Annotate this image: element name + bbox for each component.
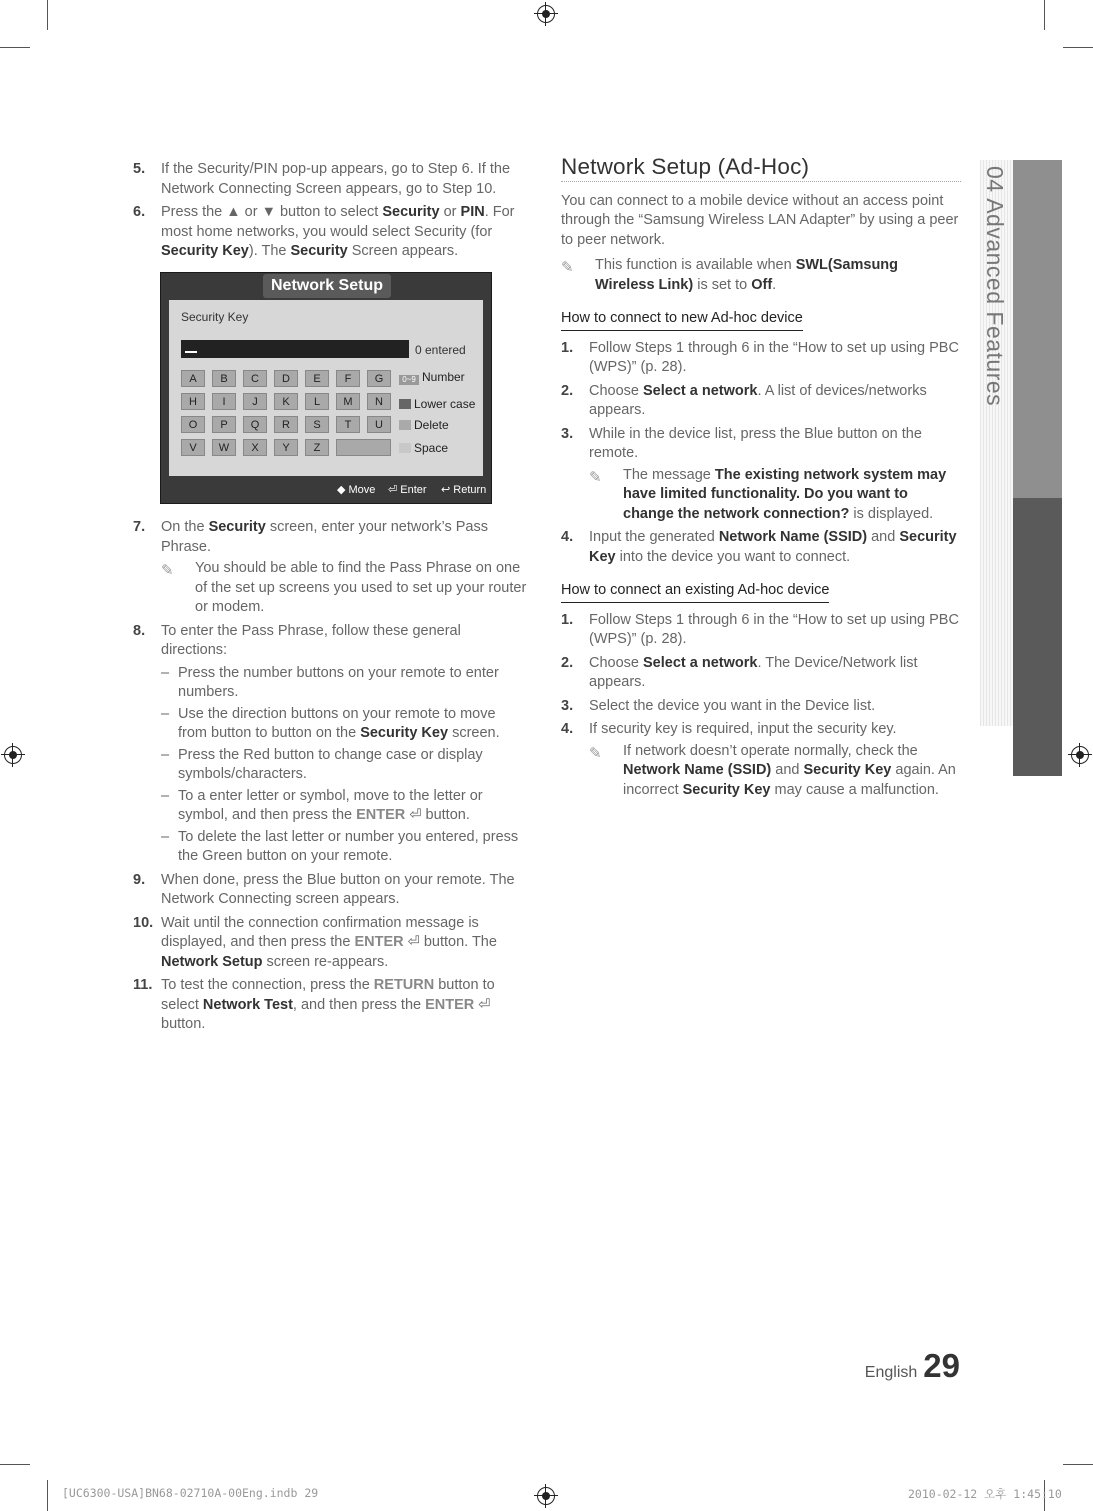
key-c[interactable]: C [243,370,267,387]
key-m[interactable]: M [336,393,360,410]
page-number [865,1347,960,1385]
existing-step-4: 4. If security key is required, input the security key. ✎ If network doesn’t operate normally, check the Network Name (SSID) and Security Key again. An incorrect Security Key may cause a malfunction. [561,720,961,800]
pencil-note-icon: ✎ [589,744,602,762]
enter-key-icon: ⏎ [407,934,420,950]
title-divider [561,181,961,182]
enter-hint: ⏎ Enter [388,484,427,496]
key-j[interactable]: J [243,393,267,410]
green-button-icon [399,420,411,430]
crop-mark [47,1480,48,1511]
page-number-value: 29 [923,1347,960,1384]
key-k[interactable]: K [274,393,298,410]
enter-key-icon: ⏎ [409,807,422,823]
key-w[interactable]: W [212,439,236,456]
chapter-tab [980,160,1062,726]
key-t[interactable]: T [336,416,360,433]
red-button-icon [399,399,411,409]
registration-mark-icon [537,1487,555,1505]
registration-mark-icon [1071,746,1089,764]
subheading-existing-device: How to connect an existing Ad-hoc device [561,581,829,603]
direction-3: – Press the Red button to change case or display symbols/characters. [161,746,528,785]
new-step-4: 4. Input the generated Network Name (SSID) and Security Key into the device you want to connect. [561,529,957,565]
section-title: Network Setup (Ad-Hoc) [561,154,810,179]
step-8: 8. To enter the Pass Phrase, follow these general directions: – Press the number buttons on your remote to enter numbers. – Use the direction buttons on your remote to move from button to button on the Security Key screen. – Press the Red button to change case or display symbols/characters. – To a enter letter or symbol, move to the letter or symbol, and then press the ENTER ⏎ button. – To delete the last letter or number you entered, press the Green button on your remote. [133,622,528,867]
step-6: 6. Press the ▲ or ▼ button to select Security or PIN. For most home networks, you would select Security (for Security Key). The Security Screen appears. [133,204,515,259]
chapter-tab-marker [1013,498,1062,776]
osd-body [169,300,483,476]
direction-1: – Press the number buttons on your remote to enter numbers. [161,664,528,703]
pencil-note-icon: ✎ [161,562,174,579]
registration-mark-icon [537,5,555,23]
chapter-label: 04 Advanced Features [982,166,1008,407]
legend-space: Space [399,441,448,455]
crop-mark [1063,1464,1093,1465]
osd-titlebar [161,273,491,299]
key-q[interactable]: Q [243,416,267,433]
right-column [561,154,961,804]
key-y[interactable]: Y [274,439,298,456]
entered-count: 0 entered [415,343,466,357]
step-7: 7. On the Security screen, enter your network’s Pass Phrase. ✎ You should be able to find the Pass Phrase on one of the set up screens you used to set up your router or modem. [133,518,528,618]
crop-mark [47,0,48,30]
key-r[interactable]: R [274,416,298,433]
note-7: ✎ You should be able to find the Pass Phrase on one of the set up screens you used to set up your router or modem. [161,560,527,615]
security-key-input[interactable] [181,340,409,358]
network-setup-screen [160,272,492,504]
note-swl: ✎ This function is available when SWL(Samsung Wireless Link) is set to Off. [561,257,899,293]
pencil-note-icon: ✎ [589,468,602,486]
subheading-new-device: How to connect to new Ad-hoc device [561,309,803,331]
step-5: 5. If the Security/PIN pop-up appears, go to Step 6. If the Network Connecting Screen appears, go to Step 10. [133,161,511,197]
note-malfunction: ✎ If network doesn’t operate normally, check the Network Name (SSID) and Security Key again. An incorrect Security Key may cause a malfunction. [589,742,956,798]
crop-mark [0,47,30,48]
security-key-label: Security Key [181,310,249,324]
key-h[interactable]: H [181,393,205,410]
intro-paragraph: You can connect to a mobile device without an access point through the “Samsung Wireless LAN Adapter” by using a peer to peer network. [561,192,959,248]
key-z[interactable]: Z [305,439,329,456]
key-v[interactable]: V [181,439,205,456]
pencil-note-icon: ✎ [561,259,574,276]
key-g[interactable]: G [367,370,391,387]
direction-5: – To delete the last letter or number you entered, press the Green button on your remote. [161,828,528,867]
key-l[interactable]: L [305,393,329,410]
direction-2: – Use the direction buttons on your remote to move from button to button on the Security Key screen. [161,705,528,744]
key-i[interactable]: I [212,393,236,410]
osd-title: Network Setup [263,274,391,298]
key-p[interactable]: P [212,416,236,433]
direction-4: – To a enter letter or symbol, move to the letter or symbol, and then press the ENTER ⏎ button. [161,787,528,826]
registration-mark-icon [4,746,22,764]
key-e[interactable]: E [305,370,329,387]
left-column-top [133,160,528,266]
existing-step-1: 1. Follow Steps 1 through 6 in the “How to set up using PBC (WPS)” (p. 28). [561,611,959,647]
crop-mark [1044,0,1045,30]
step-11: 11. To test the connection, press the RETURN button to select Network Test, and then press the ENTER ⏎ button. [133,977,495,1032]
existing-step-3: 3. Select the device you want in the Device list. [561,697,876,714]
key-s[interactable]: S [305,416,329,433]
osd-footer [161,476,491,503]
chapter-tab-strip [980,160,1014,726]
key-d[interactable]: D [274,370,298,387]
new-step-3: 3. While in the device list, press the Blue button on the remote. ✎ The message The existing network system may have limited functionality. Do you want to change the network connection? is displayed. [561,425,961,525]
left-column-bottom [133,518,528,1039]
move-hint: ◆ Move [337,484,376,496]
key-a[interactable]: A [181,370,205,387]
new-step-2: 2. Choose Select a network. A list of devices/networks appears. [561,382,927,418]
key-x[interactable]: X [243,439,267,456]
key-space[interactable] [336,439,391,456]
enter-key-icon: ⏎ [478,996,491,1013]
legend-delete: Delete [399,418,449,432]
footer-timestamp: 2010-02-12 오후 1:45:10 [908,1487,1062,1501]
note-message: ✎ The message The existing network system may have limited functionality. Do you want to change the network connection? is displayed. [589,466,947,522]
footer-file-info: [UC6300-USA]BN68-02710A-00Eng.indb 29 [62,1486,319,1500]
language-label: English [864,1364,918,1381]
key-o[interactable]: O [181,416,205,433]
enter-key-icon: ⏎ [388,484,398,496]
new-step-1: 1. Follow Steps 1 through 6 in the “How to set up using PBC (WPS)” (p. 28). [561,339,959,375]
legend-number: 0~9 Number [399,370,465,385]
key-u[interactable]: U [367,416,391,433]
key-f[interactable]: F [336,370,360,387]
number-key-icon: 0~9 [399,375,419,385]
key-n[interactable]: N [367,393,391,410]
legend-lower-case: Lower case [399,397,475,411]
crop-mark [0,1464,30,1465]
step-10: 10. Wait until the connection confirmation message is displayed, and then press the ENTER ⏎ button. The Network Setup screen re-appears. [133,914,497,970]
crop-mark [1063,47,1093,48]
existing-step-2: 2. Choose Select a network. The Device/Network list appears. [561,654,918,690]
step-9: 9. When done, press the Blue button on your remote. The Network Connecting screen appears. [133,871,515,907]
return-icon: ↩ [441,484,451,496]
key-b[interactable]: B [212,370,236,387]
yellow-button-icon [399,443,411,453]
return-hint: ↩ Return [441,484,487,496]
